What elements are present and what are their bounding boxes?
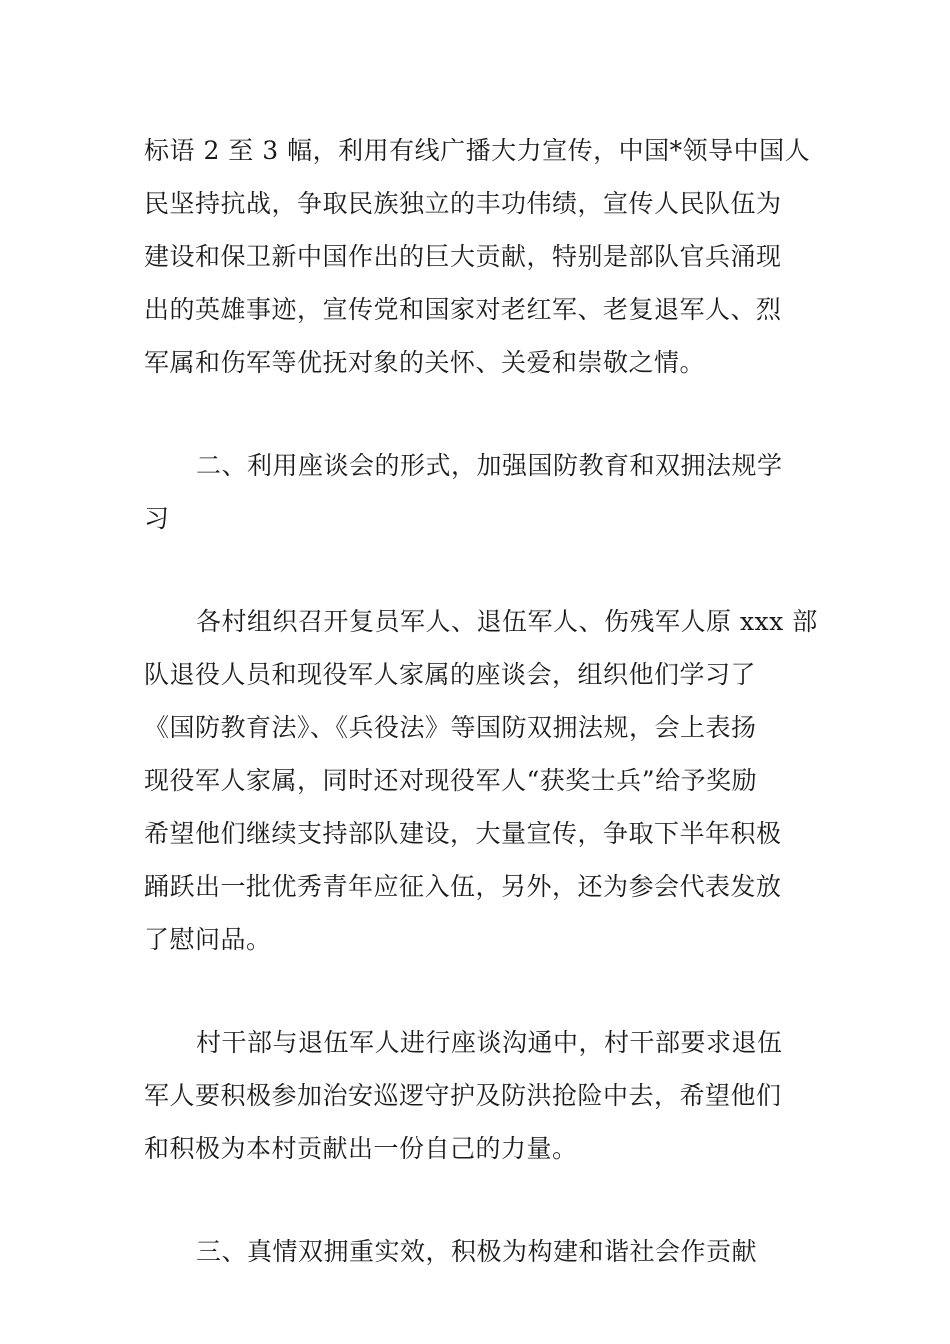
text-line: 踊跃出一批优秀青年应征入伍，另外，还为参会代表发放 bbox=[144, 872, 782, 901]
text-line: 各村组织召开复员军人、退伍军人、伤残军人原 xxx 部 bbox=[196, 607, 818, 636]
section-heading-3 bbox=[144, 1225, 812, 1278]
text-line: 建设和保卫新中国作出的巨大贡献，特别是部队官兵涌现 bbox=[144, 242, 782, 271]
text-line: 队退役人员和现役军人家属的座谈会，组织他们学习了 bbox=[144, 660, 757, 689]
text-line: 现役军人家属，同时还对现役军人“获奖士兵”给予奖励 bbox=[144, 766, 758, 795]
heading-line: 习 bbox=[144, 504, 170, 533]
text-line: 希望他们继续支持部队建设，大量宣传，争取下半年积极 bbox=[144, 819, 782, 848]
text-line: 民坚持抗战，争取民族独立的丰功伟绩，宣传人民队伍为 bbox=[144, 189, 782, 218]
text-line: 标语 2 至 3 幅，利用有线广播大力宣传，中国*领导中国人 bbox=[144, 136, 811, 165]
text-line: 出的英雄事迹，宣传党和国家对老红军、老复退军人、烈 bbox=[144, 295, 782, 324]
text-line: 村干部与退伍军人进行座谈沟通中，村干部要求退伍 bbox=[196, 1028, 783, 1057]
paragraph-spacer bbox=[144, 389, 812, 439]
heading-line: 三、真情双拥重实效，积极为构建和谐社会作贡献 bbox=[196, 1237, 758, 1266]
paragraph-propaganda bbox=[144, 124, 812, 389]
paragraph-spacer bbox=[144, 1175, 812, 1225]
paragraph-village-cadres bbox=[144, 1016, 812, 1175]
text-line: 军属和伤军等优抚对象的关怀、关爱和崇敬之情。 bbox=[144, 348, 706, 377]
text-line: 和积极为本村贡献出一份自己的力量。 bbox=[144, 1134, 578, 1163]
paragraph-forum bbox=[144, 595, 818, 966]
section-heading-2 bbox=[144, 439, 812, 545]
paragraph-spacer bbox=[144, 966, 812, 1016]
text-line: 军人要积极参加治安巡逻守护及防洪抢险中去，希望他们 bbox=[144, 1081, 782, 1110]
paragraph-spacer bbox=[144, 545, 812, 595]
text-line: 了慰问品。 bbox=[144, 925, 272, 954]
heading-line: 二、利用座谈会的形式，加强国防教育和双拥法规学 bbox=[196, 451, 783, 480]
document-body bbox=[144, 124, 818, 1278]
text-line: 《国防教育法》、《兵役法》等国防双拥法规，会上表扬 bbox=[144, 713, 757, 742]
